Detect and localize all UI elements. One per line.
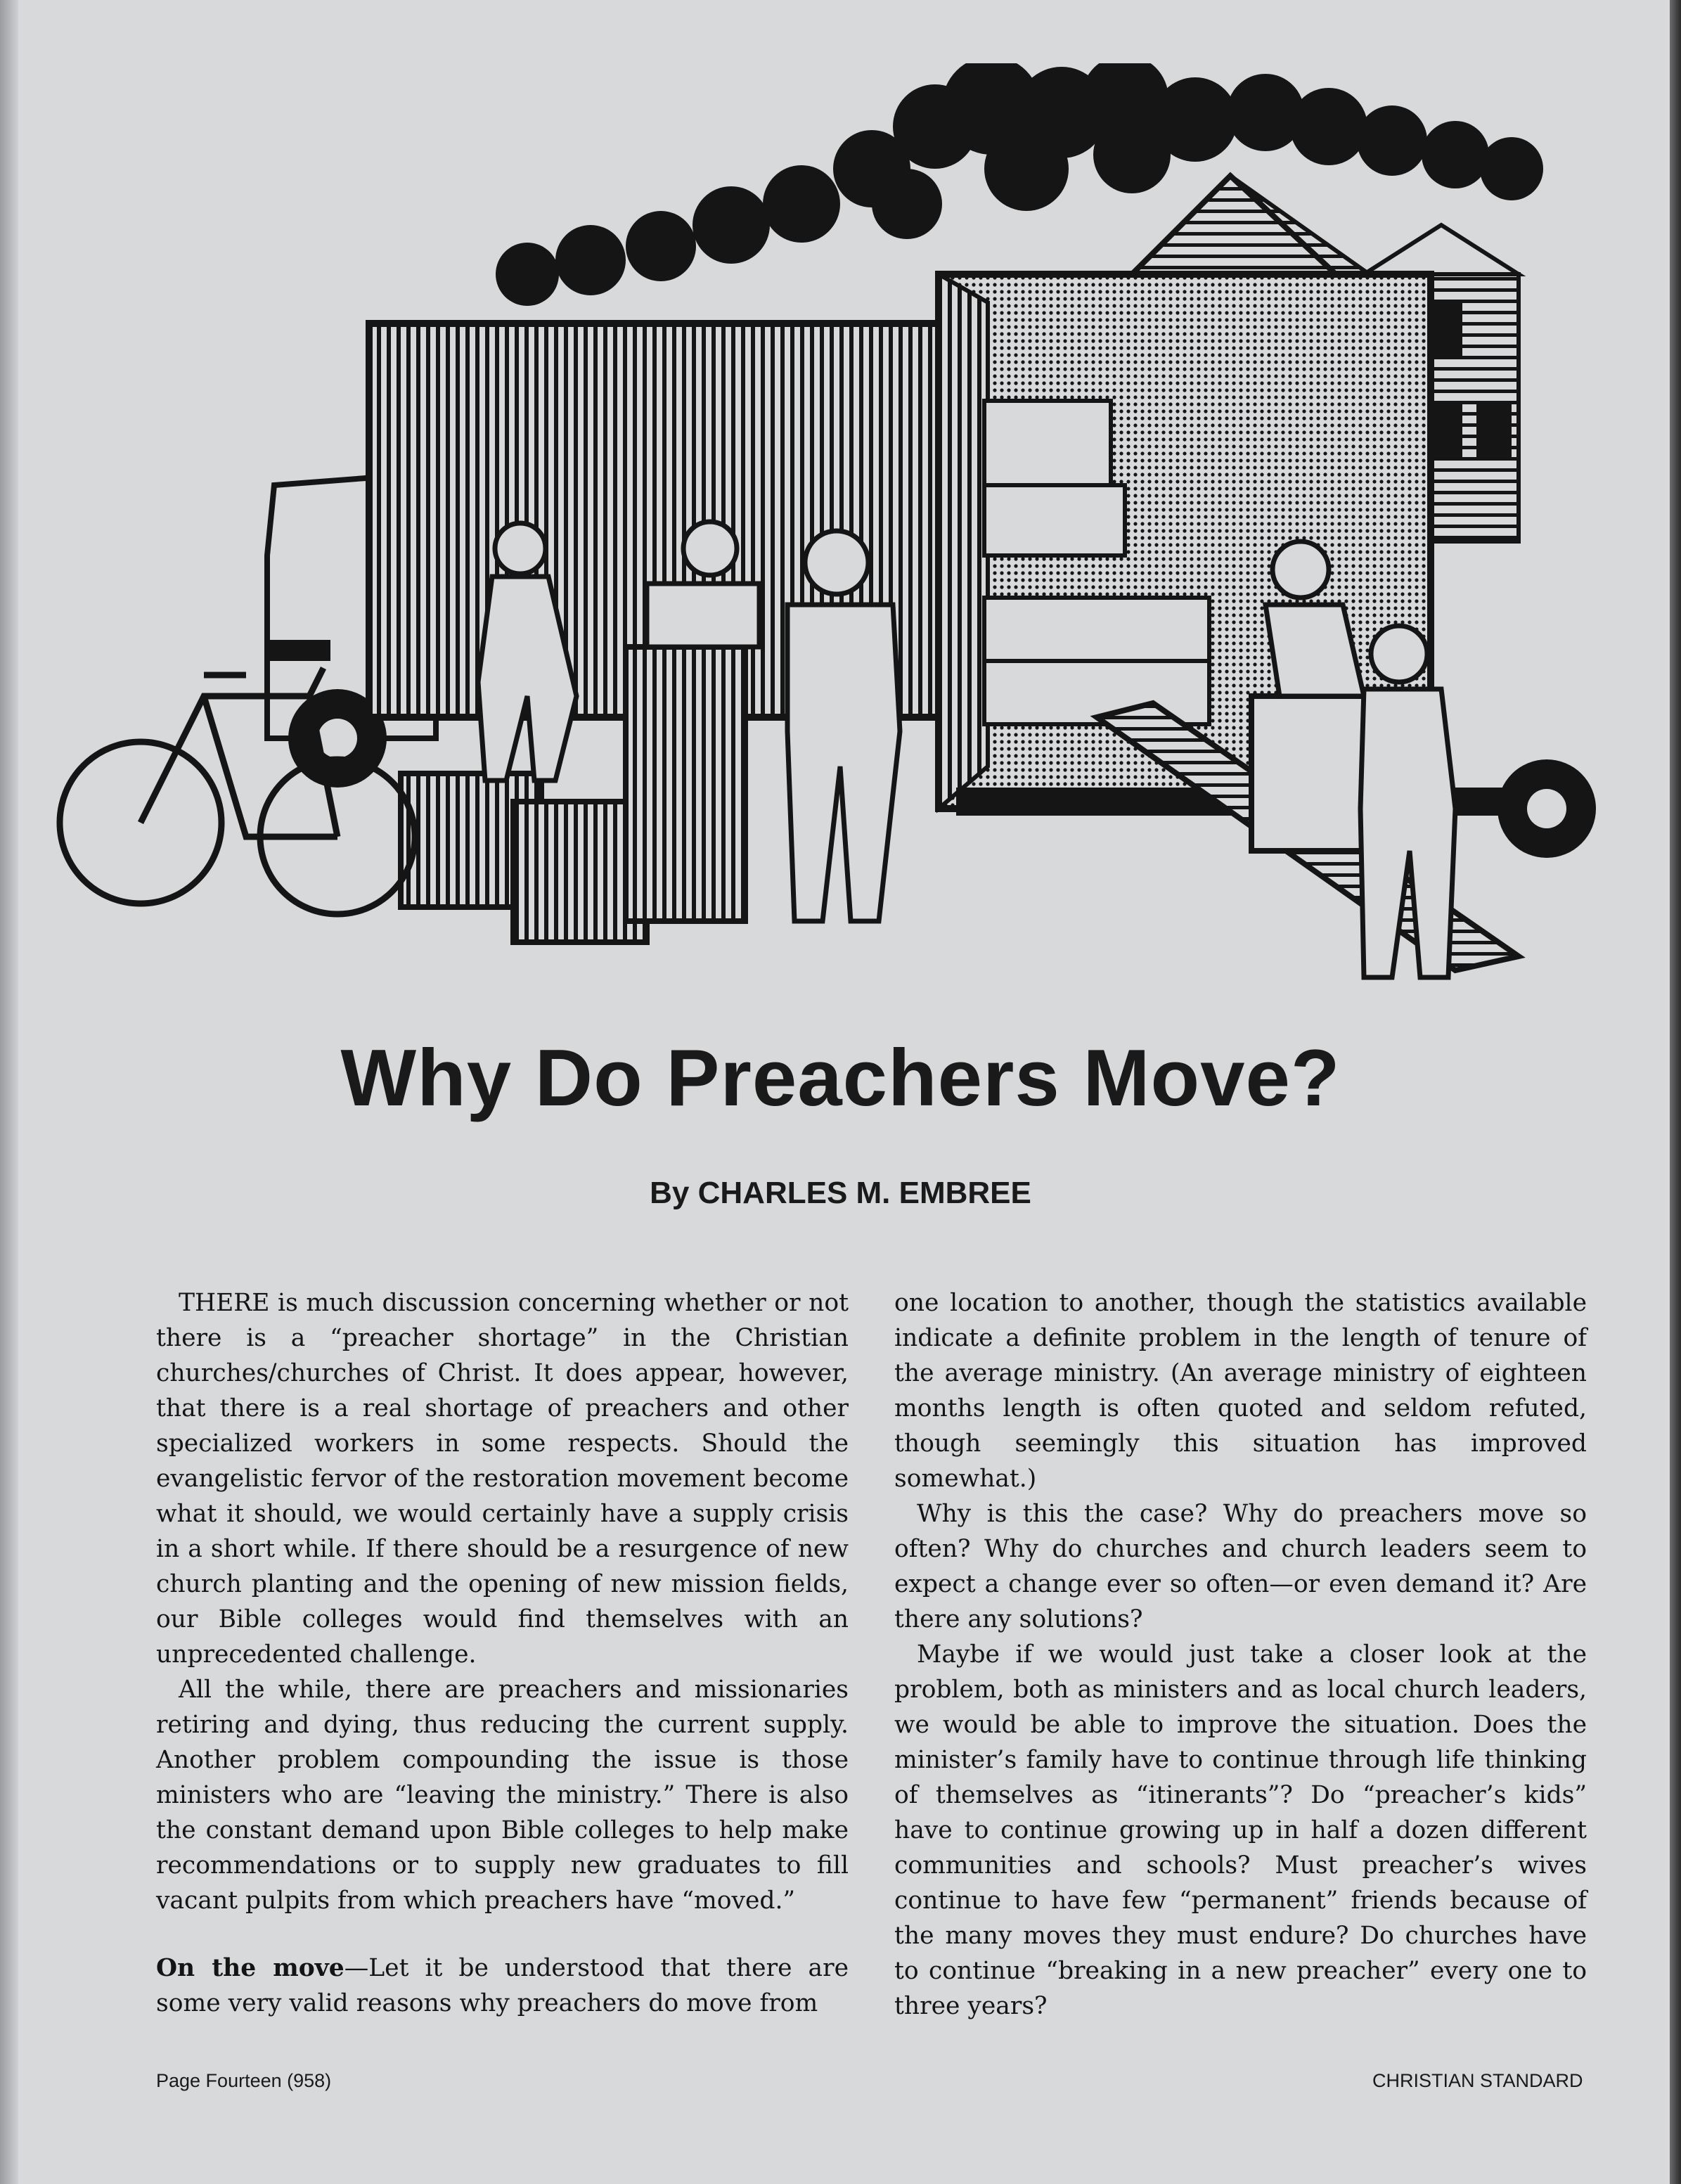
paragraph-on-the-move [156,1951,849,2021]
article-column-left [156,1285,849,2021]
page-number-footer: Page Fourteen (958) [156,2070,332,2091]
paragraph: Maybe if we would just take a closer look at the problem, both as ministers and as local church leaders, we would be able to improve the situation. Does the minister’s family have to continue through life thinking of themselves as “itinerants”? Do “preacher’s kids” have to continue growing up in half a dozen different communities and schools? Must preacher’s wives continue to have few “permanent” friends because of the many moves they must endure? Do churches have to continue “breaking in a new preacher” every one to three years? [894,1640,1587,2020]
article-title: Why Do Preachers Move? [340,1034,1341,1123]
paragraph: one location to another, though the statistics available indicate a definite problem in the length of tenure of the average ministry. (An average ministry of eighteen months length is often quoted and seldom refuted, though seemingly this situation has improved somewhat.) [894,1289,1587,1493]
subheading: On the move [156,1954,344,1982]
paragraph: Why is this the case? Why do preachers move so often? Why do churches and church leaders seem to expect a change ever so often—or even demand it? Are there any solutions? [894,1500,1587,1633]
article-byline: By CHARLES M. EMBREE [650,1176,1031,1210]
publication-name-footer: CHRISTIAN STANDARD [1372,2070,1583,2091]
article-column-right [894,1285,1587,2024]
moving-truck-illustration [42,63,1610,1006]
paragraph: THERE is much discussion concerning whether or not there is a “preacher shortage” in the Christian churches/churches of Christ. It does appear, however, that there is a real shortage of preachers and other specialized workers in some respects. Should the evangelistic fervor of the restoration movement become what it should, we would certainly have a supply crisis in a short while. If there should be a resurgence of new church planting and the opening of new mission fields, our Bible colleges would find themselves with an unprecedented challenge. [156,1289,849,1669]
paragraph-text: —Let it be understood that there are some very valid reasons why preachers do move from [156,1954,849,2017]
paragraph: All the while, there are preachers and missionaries retiring and dying, thus reducing the current supply. Another problem compounding the issue is those ministers who are “leaving the ministry.” There is also the constant demand upon Bible colleges to help make recommendations or to supply new graduates to fill vacant pulpits from which preachers have “moved.” [156,1676,849,1915]
